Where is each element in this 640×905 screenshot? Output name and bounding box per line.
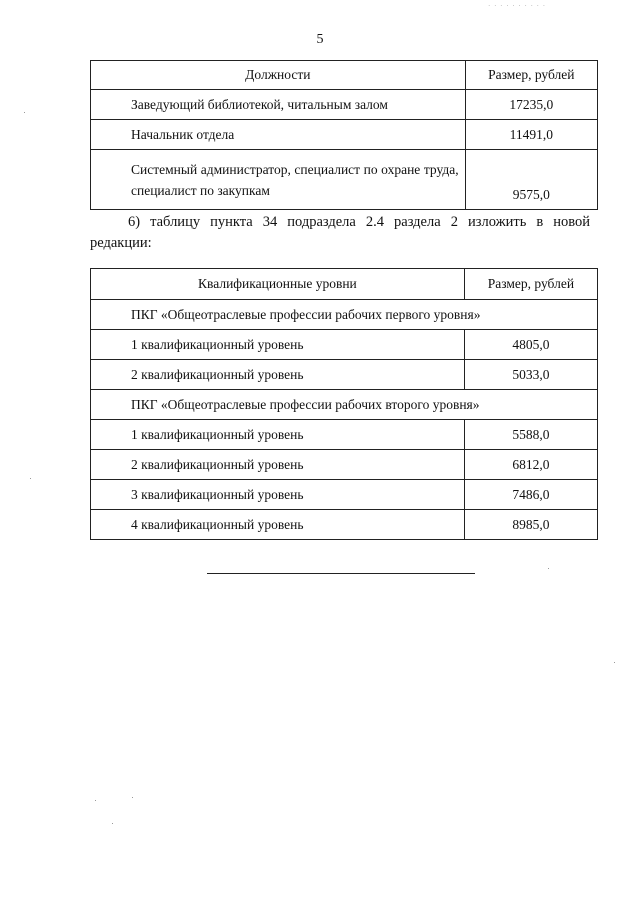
scan-speck [132,797,133,798]
table-row [91,450,598,480]
table-row [91,420,598,450]
level-cell: 1 квалификационный уровень [91,330,465,360]
scan-speck [112,823,113,824]
scan-header-mark: · · · · · · · · · · [488,2,547,10]
column-header-amount: Размер, рублей [464,269,597,300]
scan-speck [614,662,615,663]
amount-cell: 5033,0 [464,360,597,390]
amount-cell: 17235,0 [465,90,597,120]
column-header-amount: Размер, рублей [465,61,597,90]
amendment-paragraph: 6) таблицу пункта 34 подраздела 2.4 раздела 2 изложить в новой редакции: [90,214,590,251]
table-header-row [91,269,598,300]
column-header-positions: Должности [91,61,466,90]
column-header-levels: Квалификационные уровни [91,269,465,300]
scan-speck [548,568,549,569]
positions-salary-table [90,60,598,210]
table-row [91,150,598,210]
level-cell: 3 квалификационный уровень [91,480,465,510]
scan-speck [30,478,31,479]
amount-cell: 9575,0 [465,150,597,210]
scan-speck [24,112,25,113]
page-number: 5 [316,32,324,47]
group-header-row [91,300,598,330]
qualification-levels-table [90,268,598,540]
table-row [91,360,598,390]
table-row [91,480,598,510]
group-title: ПКГ «Общеотраслевые профессии рабочих второго уровня» [91,390,598,420]
table-row [91,90,598,120]
level-cell: 1 квалификационный уровень [91,420,465,450]
amount-cell: 8985,0 [464,510,597,540]
position-cell: Системный администратор, специалист по охране труда, специалист по закупкам [91,150,466,210]
level-cell: 2 квалификационный уровень [91,450,465,480]
amount-cell: 6812,0 [464,450,597,480]
group-title: ПКГ «Общеотраслевые профессии рабочих первого уровня» [91,300,598,330]
end-divider-line [207,573,475,574]
amount-cell: 4805,0 [464,330,597,360]
amount-cell: 7486,0 [464,480,597,510]
amount-cell: 5588,0 [464,420,597,450]
position-cell: Заведующий библиотекой, читальным залом [91,90,466,120]
level-cell: 2 квалификационный уровень [91,360,465,390]
group-header-row [91,390,598,420]
level-cell: 4 квалификационный уровень [91,510,465,540]
table-row [91,510,598,540]
position-cell: Начальник отдела [91,120,466,150]
table-header-row [91,61,598,90]
table-row [91,120,598,150]
amount-cell: 11491,0 [465,120,597,150]
scan-speck [95,800,96,801]
table-row [91,330,598,360]
